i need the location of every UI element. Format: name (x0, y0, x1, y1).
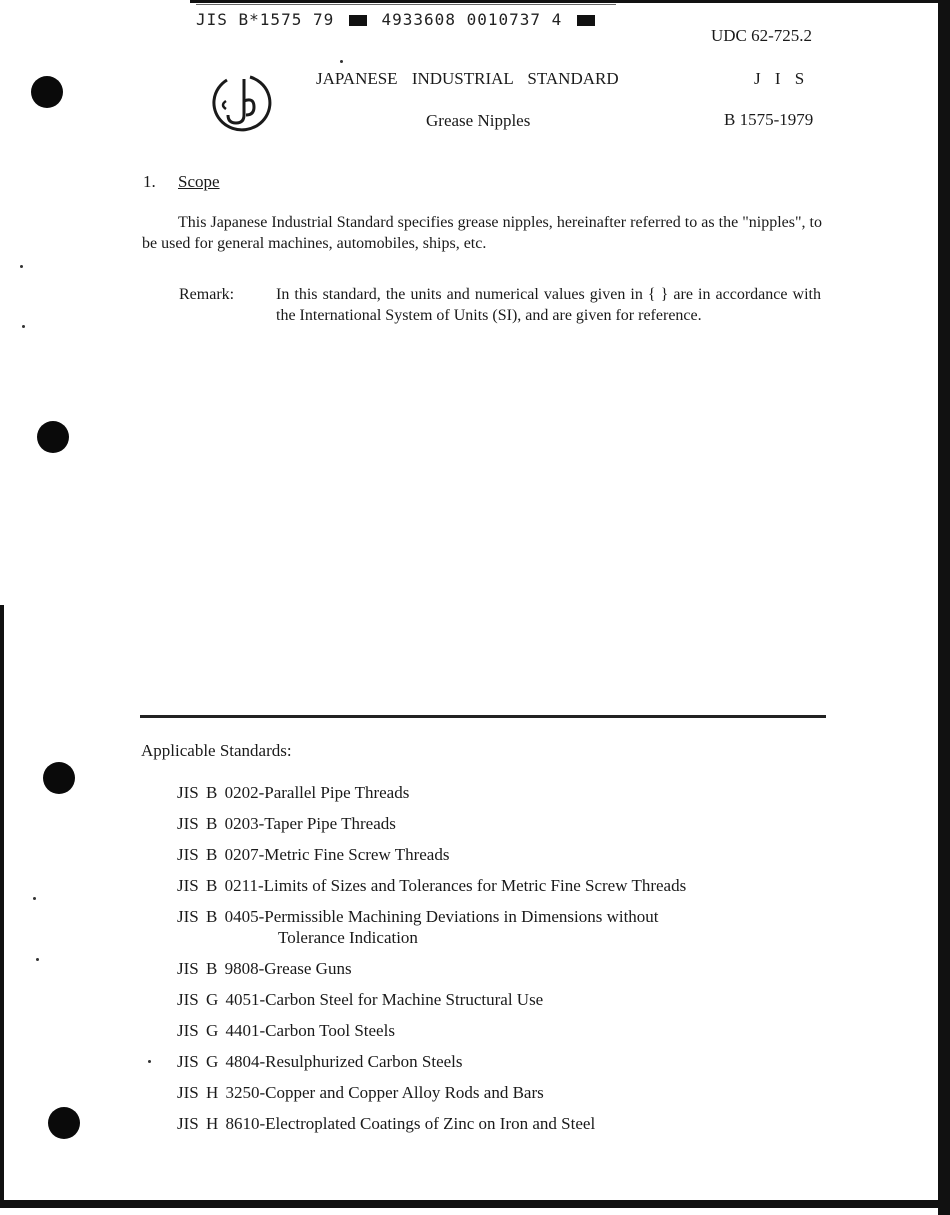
standard-code: JIS B 0203- (177, 814, 265, 833)
header-rule (196, 4, 616, 5)
standard-title: Carbon Tool Steels (265, 1021, 395, 1040)
standard-code: JIS B 0211- (177, 876, 264, 895)
standard-title: Copper and Copper Alloy Rods and Bars (265, 1083, 544, 1102)
standard-item (177, 875, 837, 896)
scan-speck (20, 265, 23, 268)
standard-title: Taper Pipe Threads (264, 814, 396, 833)
section-number: 1. (143, 172, 156, 191)
remark-text: In this standard, the units and numerical values given in { } are in accordance with the International System of Units (SI), and are given for reference. (276, 286, 821, 324)
catalog-code-line (196, 10, 599, 29)
standard-title: JAPANESE INDUSTRIAL STANDARD (316, 69, 619, 88)
section-title: Scope (178, 172, 220, 191)
punch-hole (43, 762, 75, 794)
footnote-rule (140, 715, 826, 718)
document-title: Grease Nipples (426, 111, 531, 130)
standard-code: JIS B 9808- (177, 959, 265, 978)
standard-title: Parallel Pipe Threads (264, 783, 410, 802)
standard-title: Metric Fine Screw Threads (264, 845, 450, 864)
jis-label: J I S (754, 69, 810, 88)
scan-border-right (938, 0, 950, 1215)
section-heading-scope (143, 172, 220, 192)
standard-item (177, 1082, 837, 1103)
catalog-code-part: 4933608 0010737 4 (381, 10, 563, 29)
standard-title: Carbon Steel for Machine Structural Use (265, 990, 544, 1009)
standard-item (177, 813, 837, 834)
standard-item (177, 1113, 837, 1134)
remark-label: Remark: (179, 286, 235, 303)
standard-title: Electroplated Coatings of Zinc on Iron and Steel (265, 1114, 596, 1133)
redaction-block (349, 15, 367, 26)
redaction-block (577, 15, 595, 26)
applicable-standards-list (177, 782, 837, 1144)
standard-title-continuation: Tolerance Indication (278, 928, 418, 947)
standard-code: JIS G 4401- (177, 1021, 266, 1040)
standard-code: JIS G 4051- (177, 990, 266, 1009)
standard-title: Permissible Machining Deviations in Dimensions without (264, 907, 659, 926)
standard-code: JIS B 0202- (177, 783, 265, 802)
scan-border-bottom (0, 1200, 950, 1208)
scan-speck (36, 958, 39, 961)
standard-code: JIS H 8610- (177, 1114, 266, 1133)
punch-hole (31, 76, 63, 108)
scan-border-left (0, 605, 4, 1205)
scan-speck (148, 1060, 151, 1063)
standard-title: Limits of Sizes and Tolerances for Metric Fine Screw Threads (263, 876, 687, 895)
scan-speck (22, 325, 25, 328)
standard-item (177, 1051, 837, 1072)
standard-item (177, 1020, 837, 1041)
standard-code: JIS B 0207- (177, 845, 265, 864)
scan-border-top (190, 0, 950, 3)
standard-code: JIS G 4804- (177, 1052, 266, 1071)
scope-paragraph: This Japanese Industrial Standard specifies grease nipples, hereinafter referred to as the "nipples", to be used for general machines, automobiles, ships, etc. (142, 214, 822, 252)
standard-code: JIS H 3250- (177, 1083, 266, 1102)
jis-mark-logo (210, 71, 276, 133)
standard-title: Grease Guns (264, 959, 352, 978)
standard-item (177, 782, 837, 803)
scan-speck (33, 897, 36, 900)
standard-title: Resulphurized Carbon Steels (265, 1052, 463, 1071)
standard-code: JIS B 0405- (177, 907, 265, 926)
applicable-standards-heading: Applicable Standards: (141, 741, 292, 760)
udc-number: UDC 62-725.2 (711, 26, 813, 45)
standard-item (177, 958, 837, 979)
standard-item (177, 906, 837, 948)
standard-item (177, 844, 837, 865)
catalog-code-part: JIS B*1575 79 (196, 10, 335, 29)
standard-item (177, 989, 837, 1010)
document-number: B 1575-1979 (724, 110, 814, 129)
punch-hole (37, 421, 69, 453)
punch-hole (48, 1107, 80, 1139)
scan-speck (340, 60, 343, 63)
